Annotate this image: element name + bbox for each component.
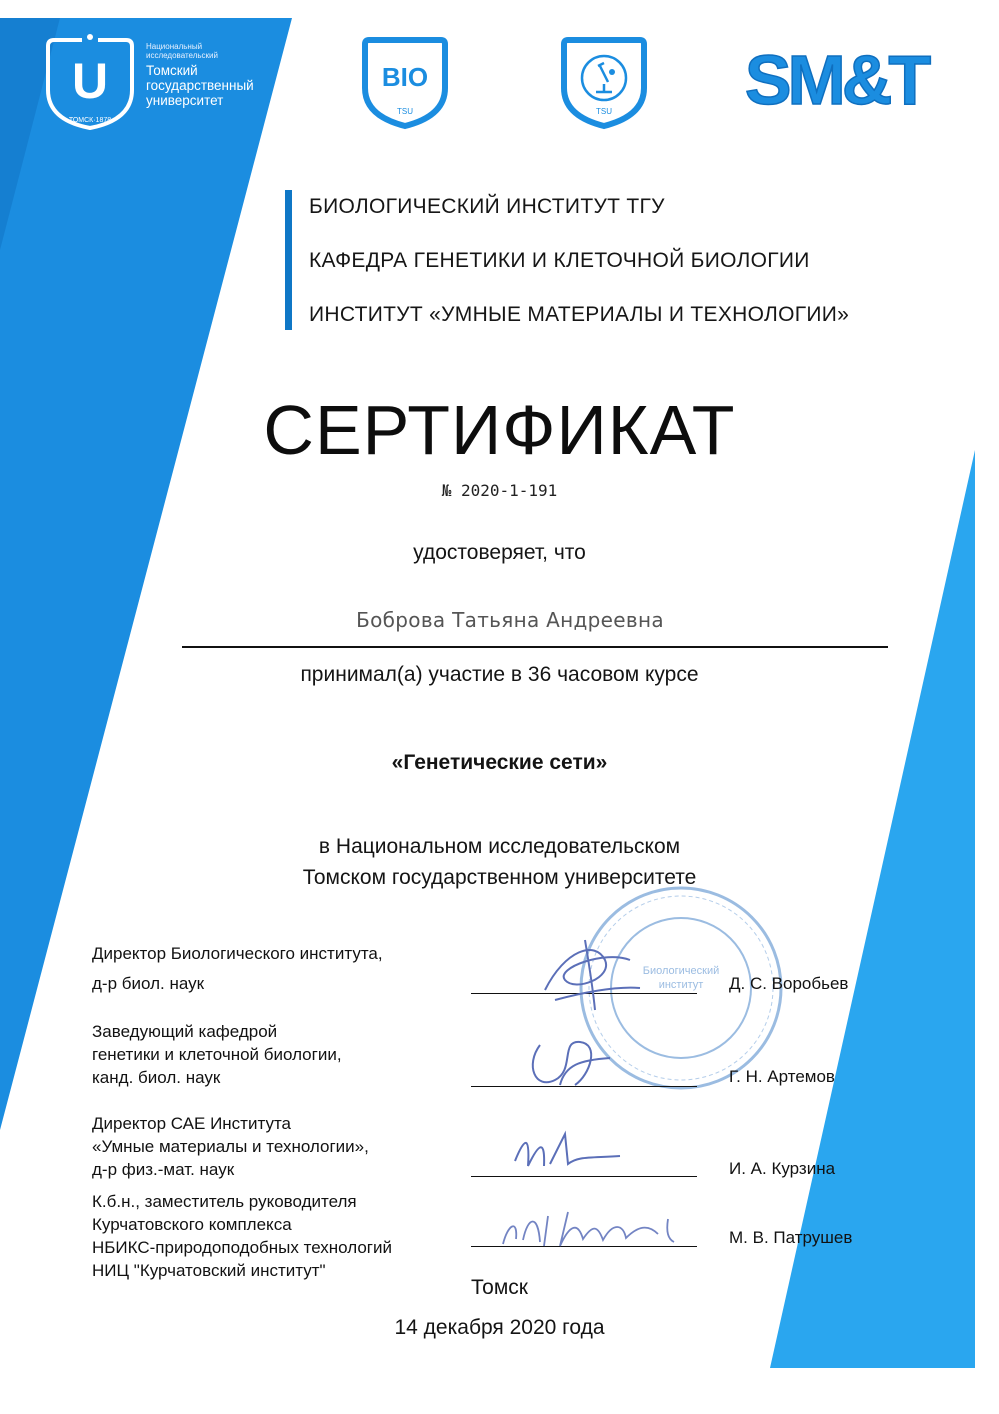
course-title: «Генетические сети» (391, 751, 608, 774)
signature-1-icon (535, 930, 645, 1015)
signatory-4-role-line-2: Курчатовского комплекса (92, 1215, 292, 1234)
signatory-2-role-line-1: Заведующий кафедрой (92, 1022, 278, 1041)
institution-line-2: КАФЕДРА ГЕНЕТИКИ И КЛЕТОЧНОЙ БИОЛОГИИ (309, 249, 810, 272)
recipient-name: Боброва Татьяна Андреевна (356, 608, 664, 632)
signatory-4-role-line-1: К.б.н., заместитель руководителя (92, 1192, 357, 1211)
signatory-2-name: Г. Н. Артемов (729, 1067, 835, 1086)
signatory-3-line (471, 1176, 697, 1177)
tsu-small-line-1: Национальный (146, 42, 203, 51)
smt-label: SM&T (744, 41, 928, 116)
footer-date: 14 декабря 2020 года (394, 1316, 605, 1339)
signatory-3-role-line-1: Директор САЕ Института (92, 1114, 291, 1133)
signatory-2-role-line-2: генетики и клеточной биологии, (92, 1045, 342, 1064)
signatory-1-name: Д. С. Воробьев (729, 974, 849, 993)
certifies-text: удостоверяет, что (413, 541, 586, 564)
seal-text-2: институт (658, 979, 704, 991)
place-line-2: Томском государственном университете (302, 866, 697, 889)
participation-text: принимал(а) участие в 36 часовом курсе (300, 663, 699, 686)
institution-line-3: ИНСТИТУТ «УМНЫЕ МАТЕРИАЛЫ И ТЕХНОЛОГИИ» (309, 303, 850, 326)
signatory-1-role-line-1: Директор Биологического института, (92, 944, 383, 963)
signatory-3-name: И. А. Курзина (729, 1159, 836, 1178)
signatory-3-role-line-2: «Умные материалы и технологии», (92, 1137, 369, 1156)
lab-sub-label: TSU (596, 107, 612, 116)
bio-label: BIO (381, 62, 429, 92)
signatory-4-name: М. В. Патрушев (729, 1228, 853, 1247)
bio-sub-label: TSU (397, 107, 413, 116)
microscope-shield-icon (560, 36, 648, 130)
smt-logo-icon (736, 38, 936, 116)
signature-2-icon (520, 1030, 620, 1100)
recipient-underline (182, 646, 888, 648)
tsu-logo-letter: U (71, 53, 109, 109)
signature-3-icon (510, 1126, 630, 1176)
signatory-4-role-line-3: НБИКС-природоподобных технологий (92, 1238, 392, 1257)
signatory-1-role-line-2: д-р биол. наук (92, 974, 205, 993)
bio-shield-icon (361, 36, 449, 130)
certificate-title: СЕРТИФИКАТ (263, 391, 736, 469)
tsu-name-line-2: государственный (146, 78, 254, 93)
tsu-name-line-3: университет (146, 93, 224, 108)
tsu-logo-arc-text: ТОМСК·1878 (68, 117, 112, 124)
tsu-small-line-2: исследовательский (146, 51, 218, 60)
certificate-number: № 2020-1-191 (441, 481, 558, 500)
institution-line-1: БИОЛОГИЧЕСКИЙ ИНСТИТУТ ТГУ (309, 195, 665, 218)
footer-city: Томск (471, 1276, 528, 1299)
tsu-logo-icon (44, 34, 136, 132)
place-line-1: в Национальном исследовательском (318, 835, 681, 858)
seal-text-1: Биологический (642, 965, 720, 977)
tsu-name-line-1: Томский (146, 63, 198, 78)
tsu-logo-text (146, 42, 286, 108)
signatory-2-role-line-3: канд. биол. наук (92, 1068, 221, 1087)
signatory-3-role-line-3: д-р физ.-мат. наук (92, 1160, 235, 1179)
signature-4-icon (498, 1204, 688, 1254)
signatory-4-role-line-4: НИЦ "Курчатовский институт" (92, 1261, 326, 1280)
institutions-accent-bar (285, 190, 292, 330)
